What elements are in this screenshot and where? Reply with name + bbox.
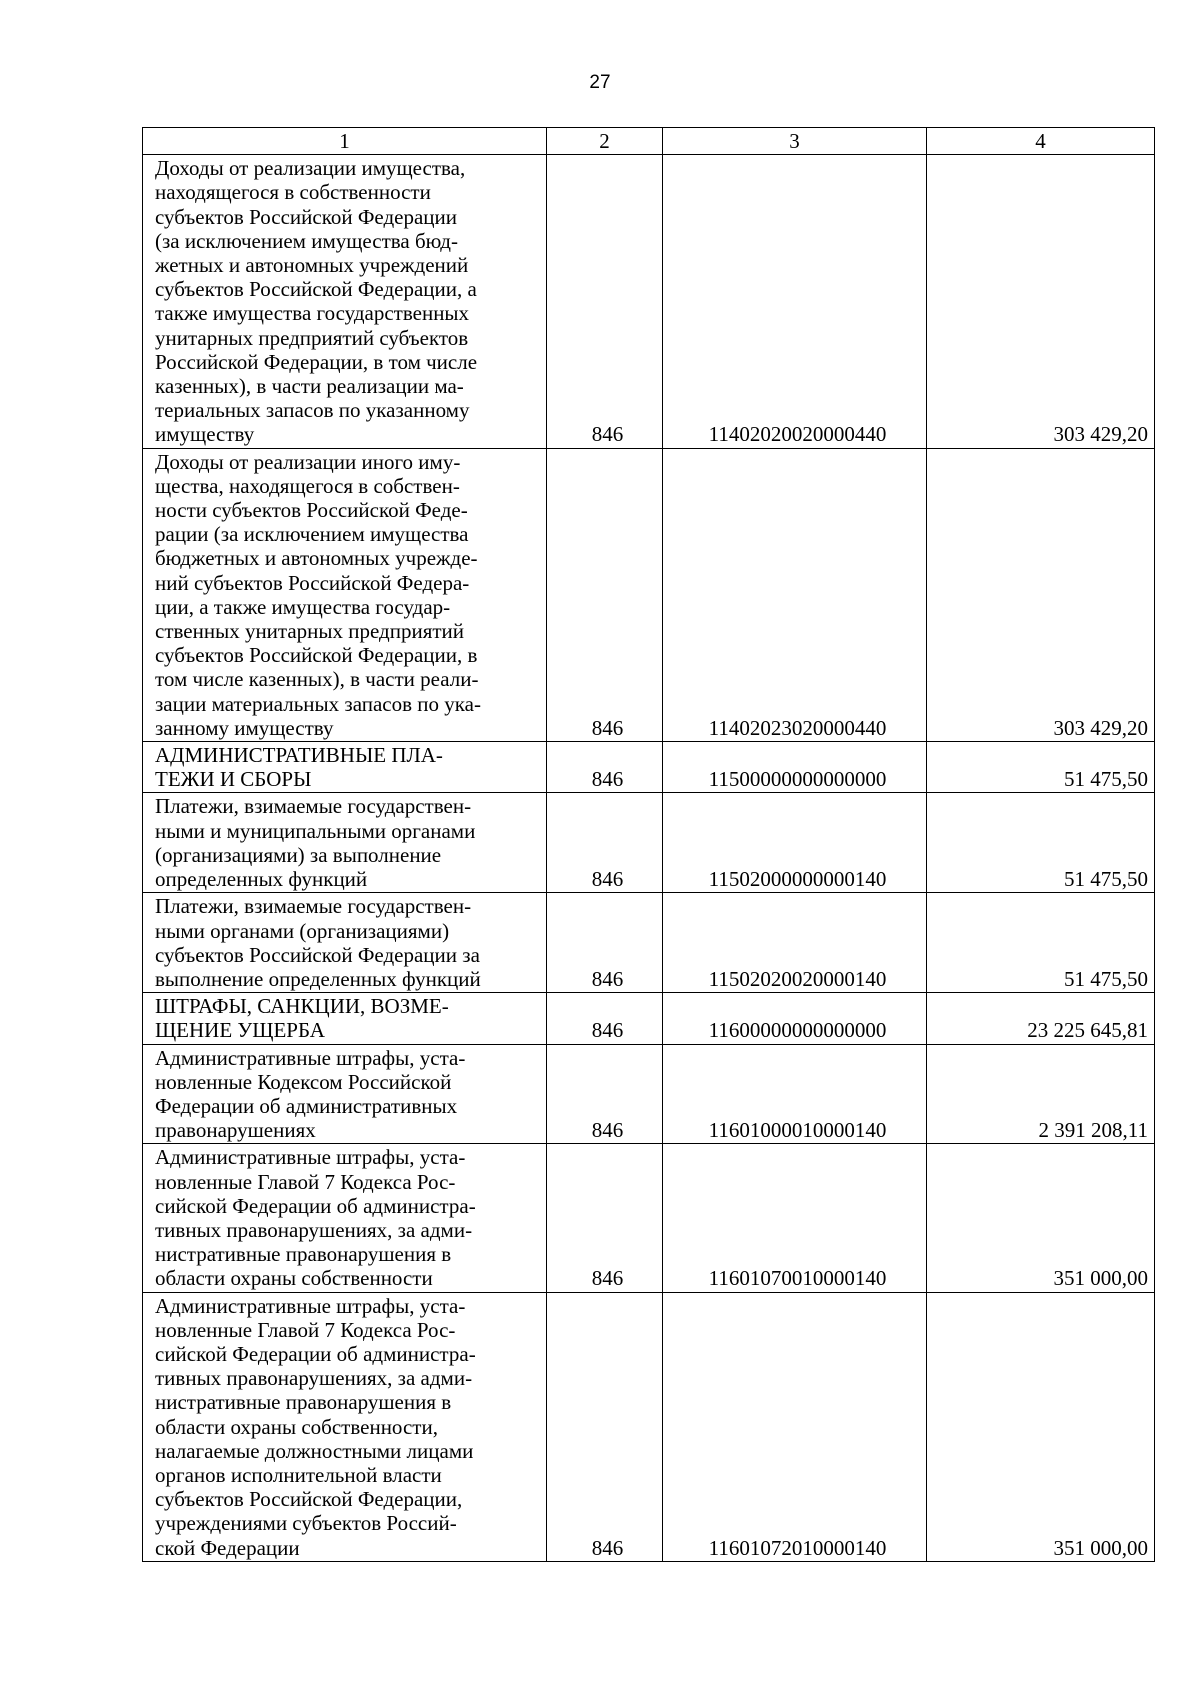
kbk-code-cell: 11502000000000140 (663, 793, 927, 893)
revenue-name-line: субъектов Российской Федерации, в (155, 643, 478, 668)
revenue-name-line: Административные штрафы, уста- (155, 1293, 466, 1318)
page-number: 27 (589, 72, 611, 93)
column-header-2: 2 (547, 128, 663, 155)
table-row (143, 1044, 1155, 1144)
revenue-name-line: Платежи, взимаемые государствен- (155, 794, 472, 819)
revenue-name-line: тивных правонарушениях, за адми- (155, 1366, 473, 1391)
revenue-name-cell (143, 893, 547, 993)
amount-cell: 51 475,50 (927, 893, 1155, 993)
admin-code-cell: 846 (547, 893, 663, 993)
admin-code-cell: 846 (547, 1144, 663, 1292)
admin-code-cell: 846 (547, 155, 663, 448)
revenue-name-line: налагаемые должностными лицами (155, 1438, 474, 1463)
revenue-name-line: Доходы от реализации имущества, (155, 156, 466, 181)
revenue-name-line: Платежи, взимаемые государствен- (155, 894, 472, 919)
revenue-name-line: субъектов Российской Федерации, (155, 1487, 463, 1512)
column-header-3: 3 (663, 128, 927, 155)
revenue-name-line: териальных запасов по указанному (155, 398, 470, 423)
kbk-code-cell: 11600000000000000 (663, 993, 927, 1044)
admin-code-cell: 846 (547, 793, 663, 893)
admin-code-cell: 846 (547, 1044, 663, 1144)
revenue-name-cell (143, 1292, 547, 1561)
kbk-code-cell: 11601072010000140 (663, 1292, 927, 1561)
revenue-name-line: ности субъектов Российской Феде- (155, 498, 468, 523)
revenue-name-line: Федерации об административных (155, 1093, 458, 1118)
revenue-name-line: том числе казенных), в части реали- (155, 667, 479, 692)
revenue-name-cell (143, 448, 547, 741)
revenue-name-line: новленные Главой 7 Кодекса Рос- (155, 1169, 456, 1194)
revenue-name-line: имуществу (155, 422, 255, 447)
revenue-name-line: области охраны собственности, (155, 1414, 438, 1439)
admin-code-cell: 846 (547, 993, 663, 1044)
revenue-name-line: учреждениями субъектов Россий- (155, 1511, 457, 1536)
table-row (143, 893, 1155, 993)
revenue-name-cell (143, 742, 547, 793)
revenue-name-line: ТЕЖИ И СБОРЫ (155, 767, 312, 792)
amount-cell: 23 225 645,81 (927, 993, 1155, 1044)
revenue-name-line: бюджетных и автономных учрежде- (155, 546, 478, 571)
table-row (143, 1144, 1155, 1292)
revenue-name-line: новленные Кодексом Российской (155, 1069, 452, 1094)
revenue-name-line: ской Федерации (155, 1535, 300, 1560)
table-row (143, 155, 1155, 448)
revenue-table (142, 127, 1155, 1562)
kbk-code-cell: 11500000000000000 (663, 742, 927, 793)
revenue-name-line: также имущества государственных (155, 301, 470, 326)
revenue-name-line: ными и муниципальными органами (155, 818, 476, 843)
revenue-name-line: ственных унитарных предприятий (155, 619, 465, 644)
revenue-name-line: области охраны собственности (155, 1266, 433, 1291)
column-header-4: 4 (927, 128, 1155, 155)
admin-code-cell: 846 (547, 742, 663, 793)
revenue-name-line: новленные Главой 7 Кодекса Рос- (155, 1317, 456, 1342)
admin-code-cell: 846 (547, 1292, 663, 1561)
table-header-row (143, 128, 1155, 155)
revenue-name-line: АДМИНИСТРАТИВНЫЕ ПЛА- (155, 743, 443, 768)
revenue-name-line: щества, находящегося в собствен- (155, 473, 460, 498)
revenue-name-line: Российской Федерации, в том числе (155, 349, 478, 374)
column-header-1: 1 (143, 128, 547, 155)
revenue-name-line: Административные штрафы, уста- (155, 1045, 466, 1070)
amount-cell: 351 000,00 (927, 1144, 1155, 1292)
revenue-name-line: выполнение определенных функций (155, 966, 481, 991)
revenue-name-line: ШТРАФЫ, САНКЦИИ, ВОЗМЕ- (155, 994, 449, 1019)
revenue-name-line: казенных), в части реализации ма- (155, 374, 464, 399)
revenue-name-cell (143, 993, 547, 1044)
revenue-name-cell (143, 155, 547, 448)
revenue-name-line: субъектов Российской Федерации (155, 204, 458, 229)
table-row (143, 448, 1155, 741)
amount-cell: 51 475,50 (927, 793, 1155, 893)
revenue-name-line: ЩЕНИЕ УЩЕРБА (155, 1018, 325, 1043)
revenue-name-line: субъектов Российской Федерации за (155, 942, 480, 967)
revenue-name-line: определенных функций (155, 867, 368, 892)
revenue-name-line: ции, а также имущества государ- (155, 594, 451, 619)
table-row (143, 793, 1155, 893)
amount-cell: 351 000,00 (927, 1292, 1155, 1561)
revenue-name-line: субъектов Российской Федерации, а (155, 277, 477, 302)
revenue-name-line: правонарушениях (155, 1118, 316, 1143)
kbk-code-cell: 11502020020000140 (663, 893, 927, 993)
revenue-name-cell (143, 793, 547, 893)
kbk-code-cell: 11402023020000440 (663, 448, 927, 741)
revenue-name-line: сийской Федерации об администра- (155, 1341, 476, 1366)
amount-cell: 51 475,50 (927, 742, 1155, 793)
kbk-code-cell: 11601070010000140 (663, 1144, 927, 1292)
revenue-name-line: (организациями) за выполнение (155, 842, 442, 867)
kbk-code-cell: 11402020020000440 (663, 155, 927, 448)
table-row (143, 1292, 1155, 1561)
amount-cell: 303 429,20 (927, 155, 1155, 448)
revenue-name-line: рации (за исключением имущества (155, 522, 469, 547)
revenue-name-line: сийской Федерации об администра- (155, 1193, 476, 1218)
table-row (143, 993, 1155, 1044)
revenue-name-line: нистративные правонарушения в (155, 1242, 452, 1267)
revenue-name-line: нистративные правонарушения в (155, 1390, 452, 1415)
revenue-name-line: зации материальных запасов по ука- (155, 691, 481, 716)
revenue-table-body (143, 128, 1155, 1562)
revenue-name-line: органов исполнительной власти (155, 1462, 442, 1487)
admin-code-cell: 846 (547, 448, 663, 741)
amount-cell: 2 391 208,11 (927, 1044, 1155, 1144)
revenue-name-cell (143, 1144, 547, 1292)
revenue-name-line: занному имуществу (155, 715, 334, 740)
revenue-name-line: жетных и автономных учреждений (155, 253, 469, 278)
revenue-name-line: тивных правонарушениях, за адми- (155, 1217, 473, 1242)
revenue-name-cell (143, 1044, 547, 1144)
kbk-code-cell: 11601000010000140 (663, 1044, 927, 1144)
revenue-name-line: Доходы от реализации иного иму- (155, 449, 461, 474)
revenue-name-line: (за исключением имущества бюд- (155, 228, 458, 253)
table-row (143, 742, 1155, 793)
revenue-name-line: Административные штрафы, уста- (155, 1145, 466, 1170)
revenue-name-line: унитарных предприятий субъектов (155, 325, 469, 350)
revenue-name-line: находящегося в собственности (155, 180, 431, 205)
amount-cell: 303 429,20 (927, 448, 1155, 741)
revenue-name-line: ными органами (организациями) (155, 918, 450, 943)
revenue-name-line: ний субъектов Российской Федера- (155, 570, 470, 595)
